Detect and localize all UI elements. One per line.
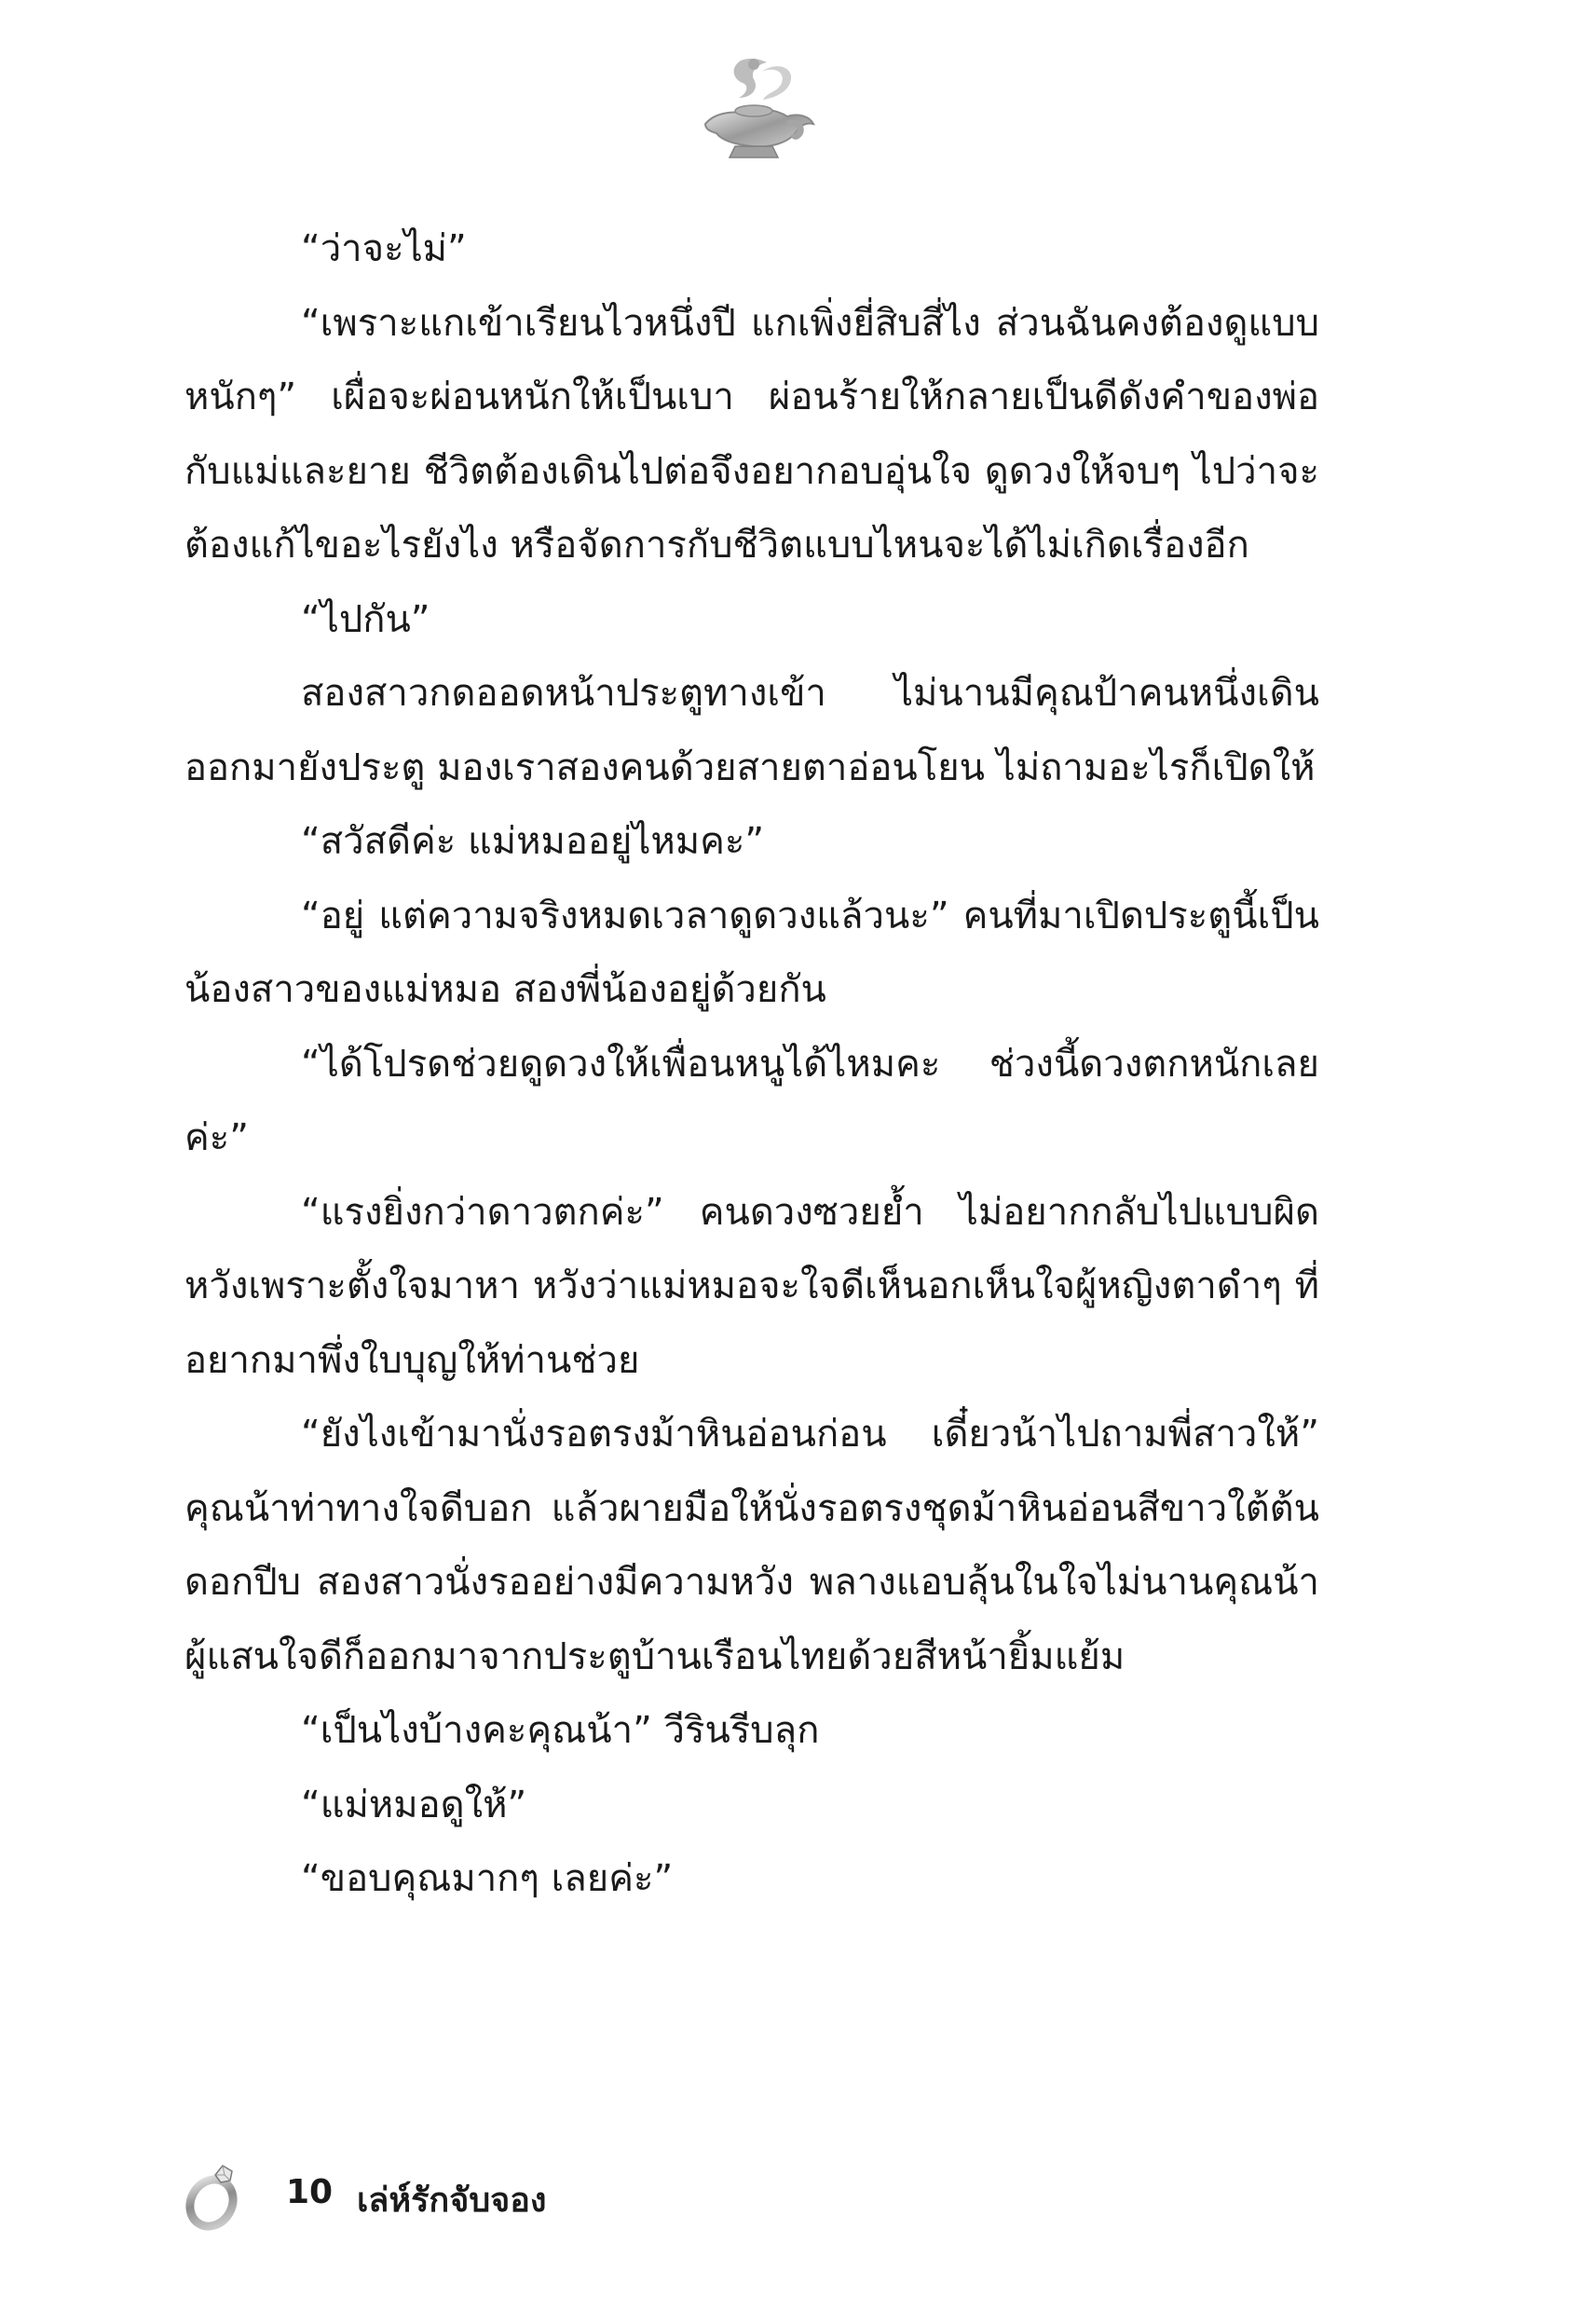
- paragraph: “อยู่ แต่ความจริงหมดเวลาดูดวงแล้วนะ” คนที่มาเปิดประตูนี้เป็นน้องสาวของแม่หมอ สองพี่น้องอยู่ด้วยกัน: [184, 894, 1319, 1011]
- genie-lamp-icon: [685, 51, 825, 163]
- paragraph: “ว่าจะไม่”: [301, 227, 467, 270]
- paragraph: “แม่หมอดูให้”: [301, 1783, 527, 1826]
- paragraph: “ยังไงเข้ามานั่งรอตรงม้าหินอ่อนก่อน เดี๋ยวน้าไปถามพี่สาวให้” คุณน้าท่าทางใจดีบอก แล้วผายมือให้นั่งรอตรงชุดม้าหินอ่อนสีขาวใต้ต้นดอกปีบ สองสาวนั่งรออย่างมีความหวัง พลางแอบลุ้นในใจไม่นานคุณน้าผู้แสนใจดีก็ออกมาจากประตูบ้านเรือนไทยด้วยสีหน้ายิ้มแย้ม: [184, 1413, 1319, 1678]
- paragraph: “ได้โปรดช่วยดูดวงให้เพื่อนหนูได้ไหมคะ ช่วงนี้ดวงตกหนักเลยค่ะ”: [184, 1042, 1319, 1159]
- paragraph: “แรงยิ่งกว่าดาวตกค่ะ” คนดวงซวยย้ำ ไม่อยากกลับไปแบบผิดหวังเพราะตั้งใจมาหา หวังว่าแม่หมอจะใจดีเห็นอกเห็นใจผู้หญิงตาดำๆ ที่อยากมาพึ่งใบบุญให้ท่านช่วย: [184, 1190, 1319, 1382]
- paragraph: “ไปกัน”: [301, 597, 430, 641]
- paragraph: “เป็นไงบ้างคะคุณน้า” วีรินรีบลุก: [301, 1709, 820, 1752]
- page-number: 10: [286, 2173, 334, 2211]
- paragraph: “เพราะแกเข้าเรียนไวหนึ่งปี แกเพิ่งยี่สิบสี่ไง ส่วนฉันคงต้องดูแบบหนักๆ” เผื่อจะผ่อนหนักให้เป็นเบา ผ่อนร้ายให้กลายเป็นดีดังคำของพ่อกับแม่และยาย ชีวิตต้องเดินไปต่อจึงอยากอบอุ่นใจ ดูดวงให้จบๆ ไปว่าจะต้องแก้ไขอะไรยังไง หรือจัดการกับชีวิตแบบไหนจะได้ไม่เกิดเรื่องอีก: [184, 301, 1319, 567]
- page-footer: [182, 2160, 834, 2235]
- paragraph: สองสาวกดออดหน้าประตูทางเข้า ไม่นานมีคุณป้าคนหนึ่งเดินออกมายังประตู มองเราสองคนด้วยสายตาอ่อนโยน ไม่ถามอะไรก็เปิดให้: [184, 672, 1319, 789]
- book-title: เล่ห์รักจับจอง: [357, 2181, 547, 2220]
- diamond-ring-icon: [182, 2160, 247, 2231]
- chapter-body: [184, 212, 1319, 2151]
- paragraph: “ขอบคุณมากๆ เลยค่ะ”: [301, 1857, 674, 1900]
- paragraph: “สวัสดีค่ะ แม่หมออยู่ไหมคะ”: [301, 820, 765, 863]
